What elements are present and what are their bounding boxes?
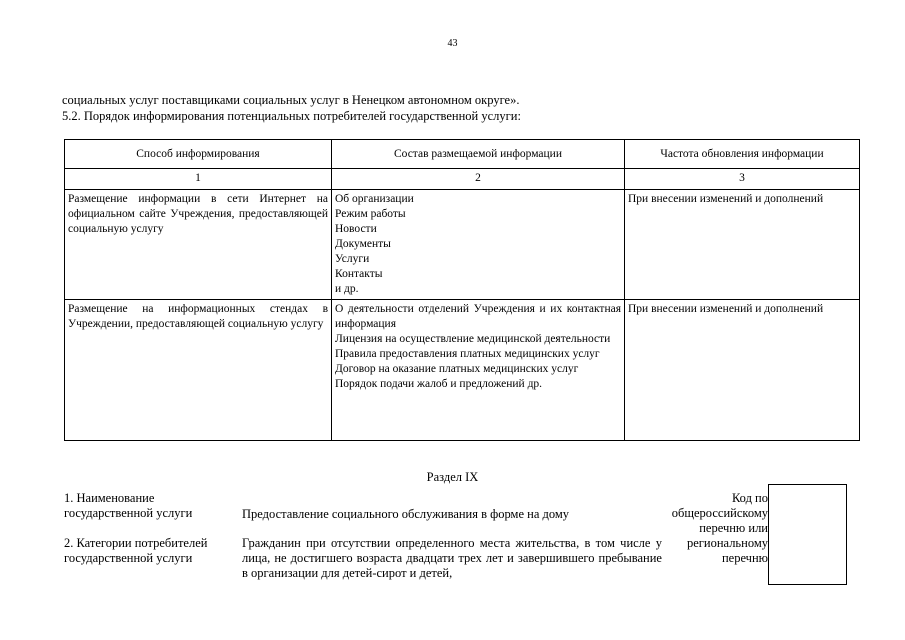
- column-number: 2: [332, 169, 625, 190]
- cell-method: Размещение информации в сети Интернет на официальном сайте Учреждения, предоставляющей социальную услугу: [65, 190, 332, 300]
- content-line: Контакты: [335, 268, 383, 280]
- service-name-value: Предоставление социального обслуживания в форме на дому: [242, 507, 570, 521]
- content-line: Новости: [335, 223, 377, 235]
- content-line: Порядок подачи жалоб и предложений др.: [335, 378, 543, 390]
- content-line: Правила предоставления платных медицинских услуг: [335, 348, 600, 360]
- cell-content: [332, 300, 625, 441]
- content-line: О деятельности отделений Учреждения и их контактная информация: [335, 303, 621, 330]
- page-number: 43: [447, 38, 458, 49]
- consumer-categories-value: Гражданин при отсутствии определенного места жительства, в том числе у лица, не достигшего возраста двадцати трех лет и завершившего пребывание в организации для детей-сирот и детей,: [242, 536, 662, 580]
- registry-code-box: [768, 484, 847, 585]
- cell-method: Размещение на информационных стендах в Учреждении, предоставляющей социальную услугу: [65, 300, 332, 441]
- intro-line-1: социальных услуг поставщиками социальных услуг в Ненецком автономном округе».: [62, 93, 520, 107]
- content-line: Договор на оказание платных медицинских услуг: [335, 363, 579, 375]
- column-number-row: [65, 169, 860, 190]
- cell-content: [332, 190, 625, 300]
- content-line: Лицензия на осуществление медицинской деятельности: [335, 333, 611, 345]
- content-line: Документы: [335, 238, 391, 250]
- content-line: Об организации: [335, 193, 414, 205]
- consumer-categories-label: 2. Категории потребителей государственной услуги: [64, 536, 208, 565]
- content-line: Услуги: [335, 253, 370, 265]
- column-number: 1: [65, 169, 332, 190]
- information-table: [64, 139, 860, 441]
- content-line: и др.: [335, 283, 359, 295]
- registry-code-label: Код по общероссийскому перечню или региональному перечню: [671, 491, 768, 565]
- service-name-label: 1. Наименование государственной услуги: [64, 491, 193, 520]
- column-number: 3: [625, 169, 860, 190]
- table-row: [65, 300, 860, 441]
- header-content: Состав размещаемой информации: [332, 140, 625, 169]
- header-method: Способ информирования: [65, 140, 332, 169]
- intro-line-2: 5.2. Порядок информирования потенциальных потребителей государственной услуги:: [62, 109, 521, 123]
- table-row: [65, 190, 860, 300]
- table-header-row: [65, 140, 860, 169]
- section-title: Раздел IX: [426, 470, 479, 484]
- content-line: Режим работы: [335, 208, 406, 220]
- header-frequency: Частота обновления информации: [625, 140, 860, 169]
- cell-frequency: При внесении изменений и дополнений: [625, 300, 860, 441]
- cell-frequency: При внесении изменений и дополнений: [625, 190, 860, 300]
